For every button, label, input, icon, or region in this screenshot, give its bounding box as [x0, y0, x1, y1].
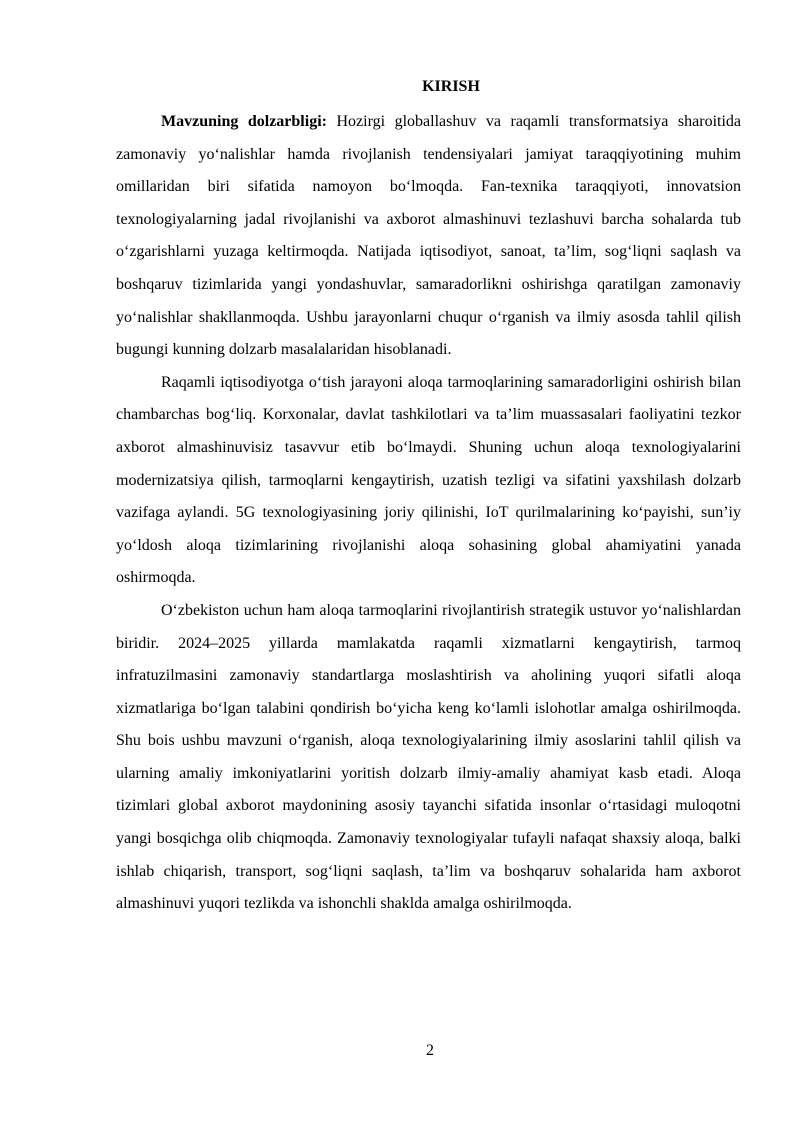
paragraph-text: Raqamli iqtisodiyotga o‘tish jarayoni aloqa tarmoqlarining samaradorligini oshirish bilan chambarchas bog‘liq. Korxonalar, davlat tashkilotlari va ta’lim muassasalari faoliyatini tezkor axborot almashinuvisiz tasavvur etib bo‘lmaydi. Shuning uchun aloqa texnologiyalarini modernizatsiya qilish, tarmoqlarni kengaytirish, uzatish tezligi va sifatini yaxshilash dolzarb vazifaga aylandi. 5G texnologiyasining joriy qilinishi, IoT qurilmalarining ko‘payishi, sun’iy yo‘ldosh aloqa tizimlarining rivojlanishi aloqa sohasining global ahamiyatini yanada oshirmoqda. [116, 373, 741, 587]
paragraph-lead: Mavzuning dolzarbligi: [161, 113, 327, 130]
paragraph-uzbekistan [116, 595, 741, 921]
paragraph-digital-economy [116, 367, 741, 595]
body-text [116, 106, 741, 921]
paragraph-text: O‘zbekiston uchun ham aloqa tarmoqlarini rivojlantirish strategik ustuvor yo‘nalishlardan biridir. 2024–2025 yillarda mamlakatda raqamli xizmatlarni kengaytirish, tarmoq infratuzilmasini zamonaviy standartlarga moslashtirish va aholining yuqori sifatli aloqa xizmatlariga bo‘lgan talabini qondirish bo‘yicha keng ko‘lamli islohotlar amalga oshirilmoqda. Shu bois ushbu mavzuni o‘rganish, aloqa texnologiyalarining ilmiy asoslarini tahlil qilish va ularning amaliy imkoniyatlarini yoritish dolzarb ilmiy-amaliy ahamiyat kasb etadi. Aloqa tizimlari global axborot maydonining asosiy tayanchi sifatida insonlar o‘rtasidagi muloqotni yangi bosqichga olib chiqmoqda. Zamonaviy texnologiyalar tufayli nafaqat shaxsiy aloqa, balki ishlab chiqarish, transport, sog‘liqni saqlash, ta’lim va boshqaruv sohalarida ham axborot almashinuvi yuqori tezlikda va ishonchli shaklda amalga oshirilmoqda. [116, 601, 741, 913]
paragraph-text: Hozirgi globallashuv va raqamli transformatsiya sharoitida zamonaviy yo‘nalishlar hamda rivojlanish tendensiyalari jamiyat taraqqiyotining muhim omillaridan biri sifatida namoyon bo‘lmoqda. Fan-texnika taraqqiyoti, innovatsion texnologiyalarning jadal rivojlanishi va axborot almashinuvi tezlashuvi barcha sohalarda tub o‘zgarishlarni yuzaga keltirmoqda. Natijada iqtisodiyot, sanoat, ta’lim, sog‘liqni saqlash va boshqaruv tizimlarida yangi yondashuvlar, samaradorlikni oshirishga qaratilgan zamonaviy yo‘nalishlar shakllanmoqda. Ushbu jarayonlarni chuqur o‘rganish va ilmiy asosda tahlil qilish bugungi kunning dolzarb masalalaridan hisoblanadi. [116, 113, 741, 359]
section-heading: KIRISH [422, 78, 480, 95]
page-number: 2 [426, 1042, 434, 1059]
paragraph-relevance [116, 106, 741, 367]
